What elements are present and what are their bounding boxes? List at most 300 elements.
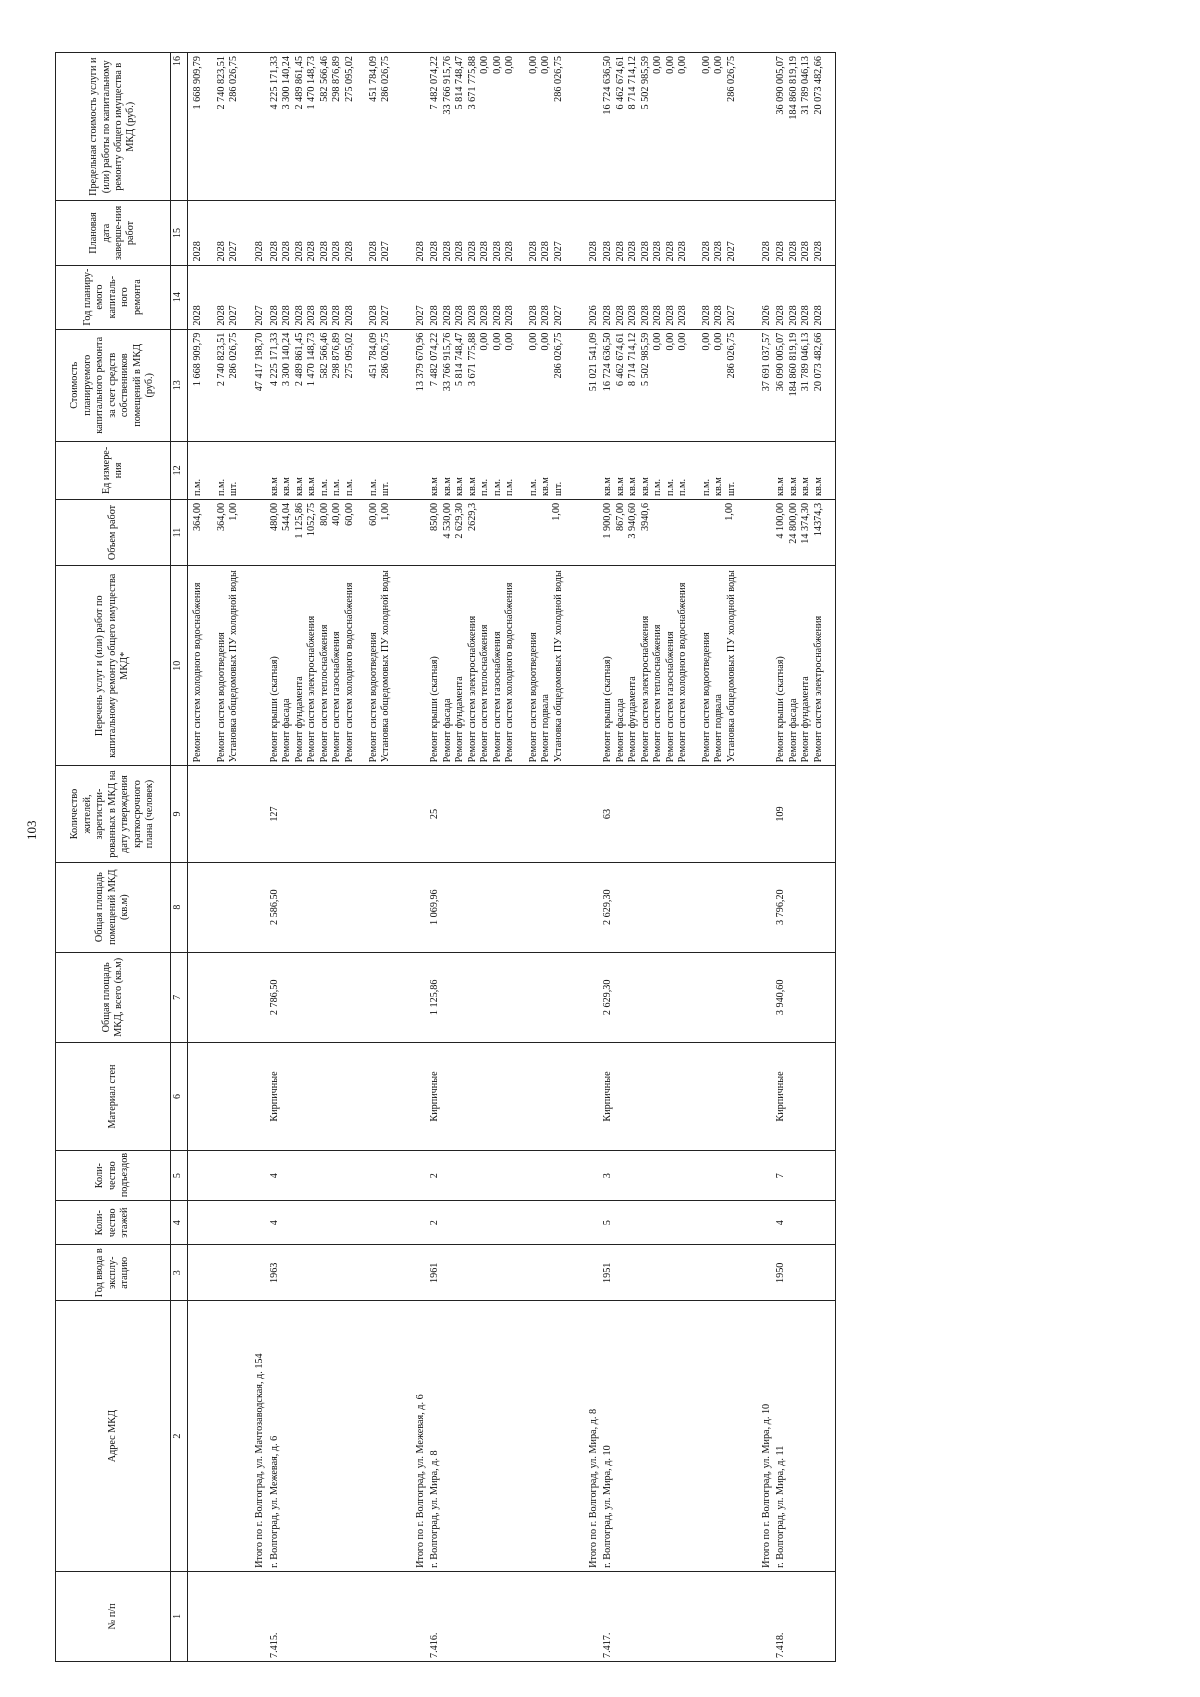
work-year-cell xyxy=(774,265,835,329)
work-cost: 8 714 714,12 xyxy=(627,332,639,387)
column-index: 2 xyxy=(171,1301,188,1572)
work-date: 2028 xyxy=(343,241,355,262)
empty-cell xyxy=(253,1201,267,1245)
work-date: 2027 xyxy=(228,241,240,262)
work-cost: 451 784,09 xyxy=(367,332,379,379)
work-unit: п.м. xyxy=(664,478,676,496)
work-volume: 364,00 xyxy=(192,502,203,531)
work-limit-cell xyxy=(774,53,835,201)
work-year: 2028 xyxy=(429,305,441,326)
work-unit: п.м. xyxy=(367,478,379,496)
work-item: Ремонт фундамента xyxy=(293,676,305,763)
empty-cell xyxy=(188,862,254,952)
work-item: Ремонт систем газоснабжения xyxy=(491,631,503,763)
work-date: 2028 xyxy=(454,241,466,262)
work-year: 2027 xyxy=(379,305,391,326)
work-date: 2027 xyxy=(379,241,391,262)
work-date: 2028 xyxy=(713,241,725,262)
floors: 2 xyxy=(428,1201,587,1245)
empty-cell xyxy=(587,1042,601,1150)
work-volume xyxy=(539,503,551,562)
work-item: Ремонт крыши (скатная) xyxy=(429,656,441,763)
work-item: Ремонт систем электроснабжения xyxy=(306,615,318,763)
residents: 63 xyxy=(601,766,760,862)
work-year: 2028 xyxy=(676,305,688,326)
rotated-table-wrapper xyxy=(55,52,1195,1662)
work-year: 2028 xyxy=(639,305,651,326)
work-item: Ремонт систем газоснабжения xyxy=(331,631,343,763)
total-row xyxy=(414,53,428,1662)
work-cost: 0,00 xyxy=(664,332,676,351)
work-limit: 582 566,46 xyxy=(318,56,330,102)
empty-cell xyxy=(414,441,428,499)
work-cost: 0,00 xyxy=(676,332,688,351)
house-address: г. Волгоград, ул. Межевая, д. 6 xyxy=(268,1301,414,1572)
empty-cell xyxy=(760,441,774,499)
work-unit: кв.м xyxy=(293,477,305,496)
work-limit: 0,00 xyxy=(479,56,491,74)
work-year-cell xyxy=(188,265,254,329)
work-year: 2028 xyxy=(268,305,280,326)
work-item: Ремонт систем электроснабжения xyxy=(639,615,651,763)
work-year: 2028 xyxy=(367,305,379,326)
house-address: г. Волгоград, ул. Мира, д. 11 xyxy=(774,1301,835,1572)
work-date: 2028 xyxy=(602,241,614,262)
work-year: 2028 xyxy=(504,305,515,326)
work-year: 2028 xyxy=(812,305,824,326)
empty-cell xyxy=(587,766,601,862)
column-index: 4 xyxy=(171,1201,188,1245)
year-built: 1951 xyxy=(601,1245,760,1301)
total-date: 2028 xyxy=(587,201,601,265)
work-date: 2028 xyxy=(504,241,515,262)
entrances: 3 xyxy=(601,1151,760,1201)
work-unit: п.м. xyxy=(192,478,203,496)
work-cost-cell xyxy=(188,329,254,441)
work-year: 2028 xyxy=(331,305,343,326)
work-date: 2028 xyxy=(812,241,824,262)
work-volume: 1 900,00 xyxy=(602,502,614,539)
work-item: Ремонт фундамента xyxy=(454,676,466,763)
work-year: 2028 xyxy=(528,305,539,326)
work-limit: 5 814 748,47 xyxy=(454,56,466,110)
work-unit-cell xyxy=(268,441,414,499)
work-volume: 14374,3 xyxy=(812,502,824,537)
column-header: Перечень услуг и (или) работ по капитальному ремонту общего имущества МКД* xyxy=(56,566,171,766)
work-item: Ремонт систем электроснабжения xyxy=(466,615,478,763)
work-unit: кв.м xyxy=(602,477,614,496)
empty-cell xyxy=(760,1245,774,1301)
work-item: Ремонт крыши (скатная) xyxy=(602,656,614,763)
work-unit: шт. xyxy=(725,481,737,496)
work-item: Ремонт систем теплоснабжения xyxy=(318,624,330,763)
work-date: 2028 xyxy=(479,241,491,262)
work-volume: 2629,3 xyxy=(466,502,478,531)
total-year: 2027 xyxy=(414,265,428,329)
work-cost: 0,00 xyxy=(713,332,725,351)
work-cost: 5 814 748,47 xyxy=(454,332,466,387)
area-rooms: 3 796,20 xyxy=(774,862,835,952)
work-unit: кв.м xyxy=(627,477,639,496)
work-volume: 24 800,00 xyxy=(787,502,799,544)
empty-cell xyxy=(760,1201,774,1245)
work-unit-cell xyxy=(188,441,254,499)
residents: 25 xyxy=(428,766,587,862)
wall-material: Кирпичные xyxy=(774,1042,835,1150)
work-limit: 0,00 xyxy=(713,56,725,74)
empty-cell xyxy=(760,862,774,952)
work-limit: 275 095,02 xyxy=(343,56,355,102)
work-cost: 0,00 xyxy=(700,332,712,351)
work-item-cell xyxy=(268,566,414,766)
work-year: 2028 xyxy=(281,305,293,326)
work-unit: п.м. xyxy=(676,478,688,496)
column-index: 11 xyxy=(171,499,188,565)
table-header-row xyxy=(56,53,171,1662)
empty-cell xyxy=(253,952,267,1042)
work-unit: п.м. xyxy=(216,478,227,496)
column-index: 5 xyxy=(171,1151,188,1201)
year-built: 1950 xyxy=(774,1245,835,1301)
work-item-cell xyxy=(774,566,835,766)
work-unit: кв.м xyxy=(775,477,787,496)
work-volume: 60,00 xyxy=(343,502,355,526)
total-year: 2026 xyxy=(587,265,601,329)
work-volume: 480,00 xyxy=(268,502,280,531)
work-unit: кв.м xyxy=(466,477,478,496)
work-item: Ремонт систем теплоснабжения xyxy=(479,624,491,763)
work-date-cell xyxy=(428,201,587,265)
work-cost: 0,00 xyxy=(540,332,552,351)
work-item-cell xyxy=(601,566,760,766)
column-index: 8 xyxy=(171,862,188,952)
work-volume-cell xyxy=(774,499,835,565)
work-unit: п.м. xyxy=(504,478,515,496)
work-unit: п.м. xyxy=(331,478,343,496)
work-limit: 2 489 861,45 xyxy=(293,56,305,110)
work-item: Ремонт систем водоотведения xyxy=(367,632,379,763)
empty-cell xyxy=(188,1201,254,1245)
total-cost: 13 379 670,96 xyxy=(414,329,428,441)
column-header: Стоимость планируемого капитального ремонта за счет средств собственников помещений в МКД (руб.) xyxy=(56,329,171,441)
empty-cell xyxy=(253,566,267,766)
work-date: 2027 xyxy=(552,241,564,262)
column-index: 12 xyxy=(171,441,188,499)
work-limit: 298 876,89 xyxy=(331,56,343,102)
work-volume: 14 374,30 xyxy=(800,502,812,544)
column-header: Объем работ xyxy=(56,499,171,565)
work-unit: шт. xyxy=(552,481,564,496)
work-cost-cell xyxy=(428,329,587,441)
work-volume: 4 100,00 xyxy=(775,502,787,539)
work-item: Ремонт систем водоотведения xyxy=(216,632,227,763)
empty-cell xyxy=(760,952,774,1042)
area-total: 1 125,86 xyxy=(428,952,587,1042)
work-date: 2028 xyxy=(700,241,712,262)
total-date: 2028 xyxy=(760,201,774,265)
work-item: Ремонт фасада xyxy=(614,698,626,763)
work-cost: 0,00 xyxy=(652,332,664,351)
work-date: 2028 xyxy=(318,241,330,262)
work-limit: 286 026,75 xyxy=(725,56,737,102)
area-total: 2 786,50 xyxy=(268,952,414,1042)
work-volume xyxy=(712,503,724,562)
work-unit: кв.м xyxy=(812,477,824,496)
total-label: Итого по г. Волгоград, ул. Мира, д. 8 xyxy=(587,1301,601,1572)
work-unit-cell xyxy=(774,441,835,499)
total-year: 2026 xyxy=(760,265,774,329)
column-index: 15 xyxy=(171,201,188,265)
work-item: Ремонт систем газоснабжения xyxy=(664,631,676,763)
work-year: 2028 xyxy=(787,305,799,326)
work-unit: шт. xyxy=(228,481,240,496)
work-volume xyxy=(652,503,664,562)
work-volume: 364,00 xyxy=(216,502,227,531)
work-limit: 7 482 074,22 xyxy=(429,56,441,110)
work-unit: кв.м xyxy=(713,477,725,496)
empty-cell xyxy=(414,766,428,862)
work-volume xyxy=(527,503,539,562)
work-limit: 1 668 909,79 xyxy=(192,56,203,110)
work-date: 2028 xyxy=(441,241,453,262)
work-date: 2028 xyxy=(281,241,293,262)
work-cost: 275 095,02 xyxy=(343,332,355,379)
work-limit: 1 470 148,73 xyxy=(306,56,318,110)
work-cost: 4 225 171,33 xyxy=(268,332,280,387)
work-limit: 8 714 714,12 xyxy=(627,56,639,110)
work-cost: 5 502 985,59 xyxy=(639,332,651,387)
empty-cell xyxy=(760,1571,774,1661)
work-unit: кв.м xyxy=(800,477,812,496)
row-number: 7.417. xyxy=(601,1571,760,1661)
work-date: 2028 xyxy=(540,241,552,262)
work-cost: 3 671 775,88 xyxy=(466,332,478,387)
wall-material: Кирпичные xyxy=(428,1042,587,1150)
work-limit: 2 740 823,51 xyxy=(216,56,227,110)
column-index: 6 xyxy=(171,1042,188,1150)
work-unit: п.м. xyxy=(528,478,539,496)
page-number: 103 xyxy=(24,820,39,840)
work-year: 2028 xyxy=(441,305,453,326)
work-limit: 0,00 xyxy=(664,56,676,74)
column-header: Коли-чество этажей xyxy=(56,1201,171,1245)
work-item: Ремонт систем водоотведения xyxy=(700,632,712,763)
empty-cell xyxy=(253,1151,267,1201)
work-date: 2028 xyxy=(652,241,664,262)
empty-cell xyxy=(587,566,601,766)
work-volume: 4 530,00 xyxy=(441,502,453,539)
work-item: Ремонт фасада xyxy=(787,698,799,763)
column-index-row xyxy=(171,53,188,1662)
work-cost: 286 026,75 xyxy=(552,332,564,379)
work-volume xyxy=(700,503,712,562)
table-body xyxy=(188,53,836,1662)
work-limit: 451 784,09 xyxy=(367,56,379,102)
empty-cell xyxy=(587,1571,601,1661)
work-date: 2028 xyxy=(528,241,539,262)
work-volume xyxy=(479,503,491,562)
work-volume-cell xyxy=(268,499,414,565)
area-total: 3 940,60 xyxy=(774,952,835,1042)
work-unit: кв.м xyxy=(281,477,293,496)
house-row xyxy=(268,53,414,1662)
work-limit: 6 462 674,61 xyxy=(614,56,626,110)
column-header: Коли-чество подъездов xyxy=(56,1151,171,1201)
work-item: Ремонт систем холодного водоснабжения xyxy=(192,582,203,763)
empty-cell xyxy=(414,1201,428,1245)
work-volume xyxy=(676,503,700,562)
empty-cell xyxy=(253,1245,267,1301)
work-item: Ремонт крыши (скатная) xyxy=(775,656,787,763)
work-cost: 286 026,75 xyxy=(379,332,391,379)
work-date: 2028 xyxy=(331,241,343,262)
work-unit: кв.м xyxy=(639,477,651,496)
work-date: 2028 xyxy=(800,241,812,262)
work-unit-cell xyxy=(428,441,587,499)
residents: 127 xyxy=(268,766,414,862)
work-year: 2028 xyxy=(479,305,491,326)
work-cost: 7 482 074,22 xyxy=(429,332,441,387)
total-year: 2027 xyxy=(253,265,267,329)
work-limit: 31 789 046,13 xyxy=(800,56,812,115)
work-limit: 286 026,75 xyxy=(379,56,391,102)
empty-cell xyxy=(188,766,254,862)
column-header: Ед измере-ния xyxy=(56,441,171,499)
work-year: 2027 xyxy=(228,305,240,326)
work-item: Ремонт систем холодного водоснабжения xyxy=(676,582,688,763)
work-limit: 16 724 636,50 xyxy=(602,56,614,115)
work-limit: 4 225 171,33 xyxy=(268,56,280,110)
work-limit: 0,00 xyxy=(700,56,712,74)
work-volume-cell xyxy=(188,499,254,565)
work-date: 2028 xyxy=(216,241,227,262)
empty-cell xyxy=(587,1245,601,1301)
work-year: 2028 xyxy=(540,305,552,326)
work-volume: 2 629,30 xyxy=(454,502,466,539)
work-year: 2027 xyxy=(725,305,737,326)
total-cost: 47 417 198,70 xyxy=(253,329,267,441)
work-date: 2028 xyxy=(664,241,676,262)
work-item: Ремонт систем водоотведения xyxy=(528,632,539,763)
house-row xyxy=(601,53,760,1662)
work-year: 2028 xyxy=(216,305,227,326)
work-cost-cell xyxy=(268,329,414,441)
empty-cell xyxy=(188,1301,254,1572)
total-label: Итого по г. Волгоград, ул. Мачтозаводская, д. 154 xyxy=(253,1301,267,1572)
work-volume: 1,00 xyxy=(724,502,736,521)
work-unit: кв.м xyxy=(429,477,441,496)
work-date: 2028 xyxy=(639,241,651,262)
row-number: 7.416. xyxy=(428,1571,587,1661)
empty-cell xyxy=(587,499,601,565)
column-header: Год ввода в эксплу-атацию xyxy=(56,1245,171,1301)
work-item: Установка общедомовых ПУ холодной воды xyxy=(379,570,391,763)
work-year-cell xyxy=(601,265,760,329)
empty-cell xyxy=(188,1151,254,1201)
work-limit: 3 300 140,24 xyxy=(281,56,293,110)
empty-cell xyxy=(188,1571,254,1661)
work-year: 2028 xyxy=(664,305,676,326)
work-volume: 3 940,60 xyxy=(627,502,639,539)
empty-cell xyxy=(587,1151,601,1201)
empty-cell xyxy=(414,952,428,1042)
empty-cell xyxy=(414,1571,428,1661)
residents: 109 xyxy=(774,766,835,862)
total-date: 2028 xyxy=(414,201,428,265)
work-item-cell xyxy=(188,566,254,766)
work-year: 2028 xyxy=(713,305,725,326)
work-year: 2028 xyxy=(293,305,305,326)
work-year: 2028 xyxy=(491,305,503,326)
work-volume: 1052,75 xyxy=(306,502,318,537)
work-cost: 16 724 636,50 xyxy=(602,332,614,392)
work-volume: 3940,6 xyxy=(639,502,651,531)
work-date: 2028 xyxy=(293,241,305,262)
work-date: 2028 xyxy=(775,241,787,262)
total-cost: 51 021 541,09 xyxy=(587,329,601,441)
column-header: Адрес МКД xyxy=(56,1301,171,1572)
work-volume-cell xyxy=(428,499,587,565)
work-item: Ремонт крыши (скатная) xyxy=(268,656,280,763)
work-volume: 867,00 xyxy=(614,502,626,531)
work-volume: 1,00 xyxy=(551,502,563,521)
work-item: Ремонт подвала xyxy=(713,694,725,763)
empty-cell xyxy=(188,1042,254,1150)
total-row xyxy=(587,53,601,1662)
work-date: 2028 xyxy=(306,241,318,262)
year-built: 1961 xyxy=(428,1245,587,1301)
total-row xyxy=(253,53,267,1662)
column-index: 16 xyxy=(171,53,188,201)
work-unit: п.м. xyxy=(491,478,503,496)
work-limit: 286 026,75 xyxy=(552,56,564,102)
work-year: 2028 xyxy=(466,305,478,326)
total-row xyxy=(760,53,774,1662)
house-row xyxy=(774,53,835,1662)
work-year: 2028 xyxy=(306,305,318,326)
column-index: 9 xyxy=(171,766,188,862)
empty-cell xyxy=(760,499,774,565)
work-item: Установка общедомовых ПУ холодной воды xyxy=(228,570,240,763)
work-year: 2028 xyxy=(318,305,330,326)
empty-cell xyxy=(253,862,267,952)
empty-cell xyxy=(587,53,601,201)
work-volume: 60,00 xyxy=(367,502,379,526)
work-limit: 5 502 985,59 xyxy=(639,56,651,110)
empty-cell xyxy=(587,1201,601,1245)
wall-material: Кирпичные xyxy=(268,1042,414,1150)
work-cost: 298 876,89 xyxy=(331,332,343,379)
work-cost: 2 489 861,45 xyxy=(293,332,305,387)
work-unit: кв.м xyxy=(787,477,799,496)
work-volume xyxy=(491,503,503,562)
work-date: 2028 xyxy=(614,241,626,262)
work-limit-cell xyxy=(268,53,414,201)
total-cost: 37 691 037,57 xyxy=(760,329,774,441)
work-year: 2028 xyxy=(775,305,787,326)
work-cost: 0,00 xyxy=(491,332,503,351)
empty-cell xyxy=(414,566,428,766)
work-date: 2027 xyxy=(725,241,737,262)
empty-cell xyxy=(414,1042,428,1150)
work-item: Ремонт фасада xyxy=(281,698,293,763)
work-date: 2028 xyxy=(491,241,503,262)
work-item: Ремонт фундамента xyxy=(800,676,812,763)
area-rooms: 1 069,96 xyxy=(428,862,587,952)
table-row xyxy=(188,53,254,1662)
work-unit: п.м. xyxy=(700,478,712,496)
floors: 4 xyxy=(268,1201,414,1245)
